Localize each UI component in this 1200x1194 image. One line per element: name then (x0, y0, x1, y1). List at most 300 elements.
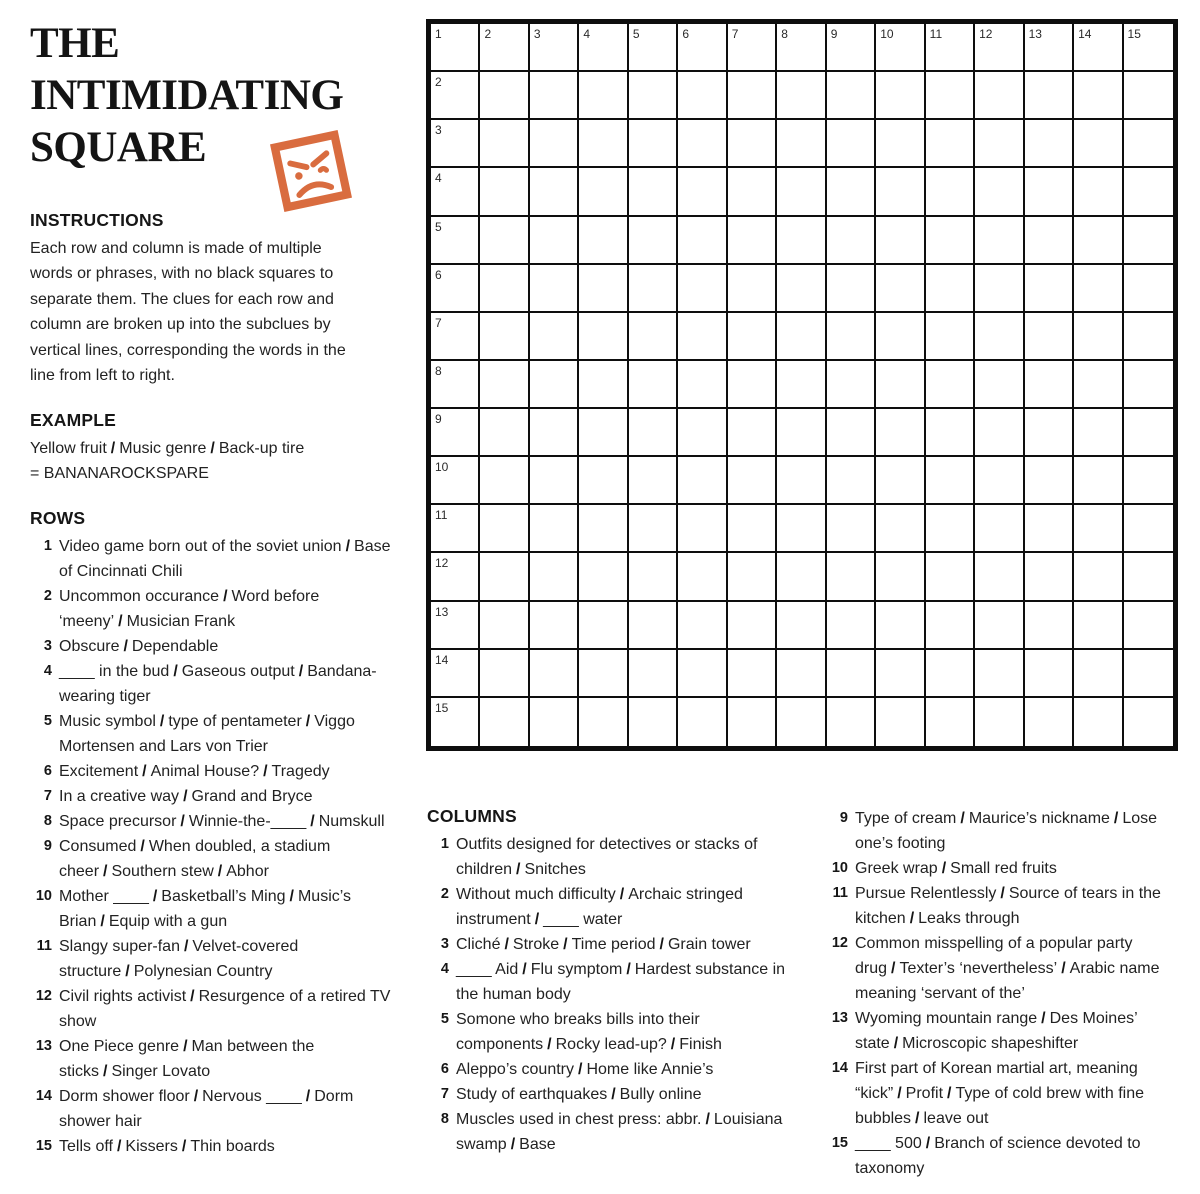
grid-cell-r4c7[interactable] (728, 168, 777, 216)
grid-cell-r12c5[interactable] (629, 553, 678, 601)
grid-cell-r6c10[interactable] (876, 265, 925, 313)
grid-cell-r9c5[interactable] (629, 409, 678, 457)
grid-cell-r12c6[interactable] (678, 553, 727, 601)
grid-cell-r9c1[interactable]: 9 (431, 409, 480, 457)
slash-separator: / (504, 936, 509, 953)
grid-cell-r9c10[interactable] (876, 409, 925, 457)
grid-cell-r5c6[interactable] (678, 217, 727, 265)
grid-cell-r8c3[interactable] (530, 361, 579, 409)
clue-text: Type of cream / Maurice’s nickname / Lose one’s footing (855, 810, 1158, 852)
grid-cell-r9c9[interactable] (827, 409, 876, 457)
grid-cell-r11c13[interactable] (1025, 505, 1074, 553)
slash-separator: / (103, 1063, 108, 1080)
grid-cell-r15c9[interactable] (827, 698, 876, 746)
grid-cell-r13c4[interactable] (579, 602, 628, 650)
grid-cell-r5c8[interactable] (777, 217, 826, 265)
grid-cell-r8c8[interactable] (777, 361, 826, 409)
grid-cell-r7c2[interactable] (480, 313, 529, 361)
grid-cell-r5c13[interactable] (1025, 217, 1074, 265)
grid-cell-r9c13[interactable] (1025, 409, 1074, 457)
clue-text: Consumed / When doubled, a stadium cheer / Southern stew / Abhor (59, 838, 331, 880)
grid-cell-r3c4[interactable] (579, 120, 628, 168)
grid-cell-r3c14[interactable] (1074, 120, 1123, 168)
clue-number: 10 (35, 888, 52, 904)
grid-cell-r1c15[interactable]: 15 (1124, 24, 1173, 72)
grid-cell-r7c7[interactable] (728, 313, 777, 361)
grid-cell-r13c3[interactable] (530, 602, 579, 650)
grid-cell-r3c7[interactable] (728, 120, 777, 168)
grid-cell-r9c2[interactable] (480, 409, 529, 457)
grid-cell-r12c14[interactable] (1074, 553, 1123, 601)
grid-cell-r2c14[interactable] (1074, 72, 1123, 120)
grid-cell-r12c15[interactable] (1124, 553, 1173, 601)
clue-text: First part of Korean martial art, meaning “kick” / Profit / Type of cold brew with fine bubbles / leave out (855, 1060, 1145, 1127)
column-clue-4 (427, 957, 799, 1007)
slash-separator: / (619, 886, 625, 903)
grid-cell-r12c8[interactable] (777, 553, 826, 601)
grid-cell-r15c4[interactable] (579, 698, 628, 746)
grid-cell-r6c2[interactable] (480, 265, 529, 313)
grid-cell-r9c3[interactable] (530, 409, 579, 457)
grid-cell-r10c8[interactable] (777, 457, 826, 505)
grid-cell-r11c5[interactable] (629, 505, 678, 553)
grid-cell-r3c1[interactable]: 3 (431, 120, 480, 168)
grid-cell-r5c14[interactable] (1074, 217, 1123, 265)
grid-cell-r3c13[interactable] (1025, 120, 1074, 168)
grid-cell-r6c13[interactable] (1025, 265, 1074, 313)
grid-cell-r5c10[interactable] (876, 217, 925, 265)
row-clue-15 (30, 1134, 408, 1159)
grid-cell-r14c6[interactable] (678, 650, 727, 698)
grid-cell-r3c9[interactable] (827, 120, 876, 168)
grid-cell-r8c15[interactable] (1124, 361, 1173, 409)
row-clue-14 (30, 1084, 408, 1134)
row-clue-12 (30, 984, 408, 1034)
grid-cell-r13c11[interactable] (926, 602, 975, 650)
clue-number: 11 (36, 938, 52, 954)
grid-cell-r7c15[interactable] (1124, 313, 1173, 361)
grid-cell-r1c12[interactable]: 12 (975, 24, 1024, 72)
column-clue-5 (427, 1007, 799, 1057)
grid-cell-r2c7[interactable] (728, 72, 777, 120)
grid-cell-r1c13[interactable]: 13 (1025, 24, 1074, 72)
grid-cell-r3c11[interactable] (926, 120, 975, 168)
slash-separator: / (125, 963, 130, 980)
grid-cell-r7c10[interactable] (876, 313, 925, 361)
grid-cell-r3c12[interactable] (975, 120, 1024, 168)
grid-cell-r12c3[interactable] (530, 553, 579, 601)
grid-cell-r10c3[interactable] (530, 457, 579, 505)
grid-cell-r14c10[interactable] (876, 650, 925, 698)
grid-cell-r5c3[interactable] (530, 217, 579, 265)
grid-cell-r14c1[interactable]: 14 (431, 650, 480, 698)
slash-separator: / (893, 1035, 899, 1052)
grid-cell-r6c14[interactable] (1074, 265, 1123, 313)
slash-separator: / (123, 638, 128, 655)
grid-cell-r12c10[interactable] (876, 553, 925, 601)
clue-number: 13 (831, 1010, 848, 1026)
grid-cell-r6c8[interactable] (777, 265, 826, 313)
grid-cell-r8c13[interactable] (1025, 361, 1074, 409)
slash-separator: / (289, 888, 294, 905)
grid-cell-r12c1[interactable]: 12 (431, 553, 480, 601)
clue-text: Dorm shower floor / Nervous ____ / Dorm shower hair (59, 1088, 354, 1130)
grid-cell-r3c8[interactable] (777, 120, 826, 168)
grid-cell-r4c8[interactable] (777, 168, 826, 216)
clue-text: One Piece genre / Man between the sticks / Singer Lovato (59, 1038, 315, 1080)
grid-cell-r15c8[interactable] (777, 698, 826, 746)
grid-cell-r15c6[interactable] (678, 698, 727, 746)
grid-cell-r4c4[interactable] (579, 168, 628, 216)
grid-cell-r5c2[interactable] (480, 217, 529, 265)
slash-separator: / (534, 911, 540, 928)
grid-cell-r3c3[interactable] (530, 120, 579, 168)
grid-cell-r3c6[interactable] (678, 120, 727, 168)
grid-cell-r7c13[interactable] (1025, 313, 1074, 361)
slash-separator: / (183, 1038, 188, 1055)
grid-cell-r6c11[interactable] (926, 265, 975, 313)
grid-cell-r13c14[interactable] (1074, 602, 1123, 650)
grid-cell-r4c2[interactable] (480, 168, 529, 216)
grid-cell-r14c7[interactable] (728, 650, 777, 698)
grid-cell-r15c2[interactable] (480, 698, 529, 746)
grid-cell-r13c12[interactable] (975, 602, 1024, 650)
grid-cell-r8c12[interactable] (975, 361, 1024, 409)
grid-cell-r10c7[interactable] (728, 457, 777, 505)
grid-cell-r12c11[interactable] (926, 553, 975, 601)
grid-cell-r5c9[interactable] (827, 217, 876, 265)
grid-cell-r5c7[interactable] (728, 217, 777, 265)
grid-cell-r11c3[interactable] (530, 505, 579, 553)
grid-cell-r12c7[interactable] (728, 553, 777, 601)
grid-cell-r10c15[interactable] (1124, 457, 1173, 505)
slash-separator: / (345, 538, 351, 555)
clue-number: 7 (43, 788, 52, 804)
clue-text: Mother ____ / Basketball’s Ming / Music’s Brian / Equip with a gun (59, 888, 352, 930)
grid-cell-r13c13[interactable] (1025, 602, 1074, 650)
grid-cell-r13c1[interactable]: 13 (431, 602, 480, 650)
grid-cell-r9c4[interactable] (579, 409, 628, 457)
slash-separator: / (183, 788, 188, 805)
grid-cell-r10c10[interactable] (876, 457, 925, 505)
clue-number: 3 (440, 936, 449, 952)
clue-number: 14 (831, 1060, 848, 1076)
grid-cell-r10c9[interactable] (827, 457, 876, 505)
grid-cell-r14c5[interactable] (629, 650, 678, 698)
row-clue-13 (30, 1034, 408, 1084)
grid-cell-r14c11[interactable] (926, 650, 975, 698)
column-clue-1 (427, 832, 799, 882)
grid-cell-r10c1[interactable]: 10 (431, 457, 480, 505)
grid-cell-r9c14[interactable] (1074, 409, 1123, 457)
slash-separator: / (140, 838, 145, 855)
grid-cell-r15c15[interactable] (1124, 698, 1173, 746)
grid-cell-r12c9[interactable] (827, 553, 876, 601)
grid-cell-r15c10[interactable] (876, 698, 925, 746)
grid-cell-r4c6[interactable] (678, 168, 727, 216)
grid-cell-r5c5[interactable] (629, 217, 678, 265)
clue-text: Without much difficulty / Archaic stringed instrument / ____ water (456, 886, 743, 928)
grid-cell-r8c10[interactable] (876, 361, 925, 409)
grid-cell-r15c12[interactable] (975, 698, 1024, 746)
grid-cell-r15c3[interactable] (530, 698, 579, 746)
clue-number: 2 (440, 886, 449, 902)
row-clue-7 (30, 784, 408, 809)
grid-cell-r6c9[interactable] (827, 265, 876, 313)
grid-cell-r15c7[interactable] (728, 698, 777, 746)
grid-cell-r6c12[interactable] (975, 265, 1024, 313)
grid-cell-r8c6[interactable] (678, 361, 727, 409)
grid-cell-r6c1[interactable]: 6 (431, 265, 480, 313)
grid-cell-r5c15[interactable] (1124, 217, 1173, 265)
grid-cell-r12c12[interactable] (975, 553, 1024, 601)
grid-cell-r15c11[interactable] (926, 698, 975, 746)
grid-cell-r7c12[interactable] (975, 313, 1024, 361)
row-clue-11 (30, 934, 408, 984)
grid-cell-r4c14[interactable] (1074, 168, 1123, 216)
grid-cell-r3c5[interactable] (629, 120, 678, 168)
grid-cell-r15c1[interactable]: 15 (431, 698, 480, 746)
grid-cell-r10c6[interactable] (678, 457, 727, 505)
grid-cell-r14c14[interactable] (1074, 650, 1123, 698)
grid-cell-r14c12[interactable] (975, 650, 1024, 698)
slash-separator: / (310, 813, 315, 830)
grid-cell-r2c12[interactable] (975, 72, 1024, 120)
grid-cell-r8c11[interactable] (926, 361, 975, 409)
grid-cell-r10c11[interactable] (926, 457, 975, 505)
grid-cell-r1c14[interactable]: 14 (1074, 24, 1123, 72)
grid-cell-r11c4[interactable] (579, 505, 628, 553)
grid-cell-r2c15[interactable] (1124, 72, 1173, 120)
clue-text: ____ Aid / Flu symptom / Hardest substance in the human body (456, 961, 786, 1003)
grid-cell-r10c4[interactable] (579, 457, 628, 505)
grid-cell-r11c2[interactable] (480, 505, 529, 553)
grid-cell-r5c1[interactable]: 5 (431, 217, 480, 265)
grid-cell-r12c2[interactable] (480, 553, 529, 601)
grid-cell-r7c1[interactable]: 7 (431, 313, 480, 361)
grid-cell-r6c4[interactable] (579, 265, 628, 313)
puzzle-grid (426, 19, 1178, 751)
grid-cell-r1c7[interactable]: 7 (728, 24, 777, 72)
grid-cell-r10c14[interactable] (1074, 457, 1123, 505)
grid-cell-r11c6[interactable] (678, 505, 727, 553)
grid-cell-r2c9[interactable] (827, 72, 876, 120)
grid-cell-r13c6[interactable] (678, 602, 727, 650)
instructions-heading: INSTRUCTIONS (30, 210, 164, 230)
grid-cell-r1c9[interactable]: 9 (827, 24, 876, 72)
grid-cell-r1c5[interactable]: 5 (629, 24, 678, 72)
clue-text: Pursue Relentlessly / Source of tears in the kitchen / Leaks through (855, 885, 1161, 927)
grid-cell-r7c11[interactable] (926, 313, 975, 361)
grid-cell-r11c9[interactable] (827, 505, 876, 553)
grid-cell-r7c9[interactable] (827, 313, 876, 361)
instructions-text: Each row and column is made of multiple words or phrases, with no black squares to separate them. The clues for each row and column are broken up into the subclues by vertical lines, corresponding the words in the line from left to right. (30, 240, 346, 385)
grid-cell-r11c7[interactable] (728, 505, 777, 553)
grid-cell-r8c5[interactable] (629, 361, 678, 409)
clue-text: Space precursor / Winnie-the-____ / Numskull (59, 813, 385, 830)
rows-heading: ROWS (30, 508, 86, 528)
row-clue-8 (30, 809, 408, 834)
grid-cell-r9c11[interactable] (926, 409, 975, 457)
slash-separator: / (659, 936, 664, 953)
grid-cell-r8c4[interactable] (579, 361, 628, 409)
grid-cell-r4c9[interactable] (827, 168, 876, 216)
slash-separator: / (960, 810, 965, 827)
rows-clue-list (30, 534, 408, 1159)
grid-cell-r15c5[interactable] (629, 698, 678, 746)
columns-clue-list-left (427, 832, 799, 1157)
grid-cell-r1c6[interactable]: 6 (678, 24, 727, 72)
grid-cell-r2c11[interactable] (926, 72, 975, 120)
grid-cell-r9c7[interactable] (728, 409, 777, 457)
grid-cell-r10c13[interactable] (1025, 457, 1074, 505)
grid-cell-r11c10[interactable] (876, 505, 925, 553)
grid-cell-r6c15[interactable] (1124, 265, 1173, 313)
grid-cell-r2c3[interactable] (530, 72, 579, 120)
grid-cell-r7c3[interactable] (530, 313, 579, 361)
clue-number: 3 (43, 638, 52, 654)
column-clue-12 (826, 931, 1198, 1006)
slash-separator: / (670, 1036, 676, 1053)
grid-cell-r2c6[interactable] (678, 72, 727, 120)
clue-number: 15 (831, 1135, 848, 1151)
grid-cell-r7c5[interactable] (629, 313, 678, 361)
grid-cell-r11c1[interactable]: 11 (431, 505, 480, 553)
clue-text: Slangy super-fan / Velvet-covered structure / Polynesian Country (59, 938, 299, 980)
grid-cell-r2c8[interactable] (777, 72, 826, 120)
grid-cell-r4c15[interactable] (1124, 168, 1173, 216)
grid-cell-r2c4[interactable] (579, 72, 628, 120)
grid-cell-r7c4[interactable] (579, 313, 628, 361)
grid-cell-r3c10[interactable] (876, 120, 925, 168)
grid-cell-r13c5[interactable] (629, 602, 678, 650)
grid-cell-r8c14[interactable] (1074, 361, 1123, 409)
clue-number: 11 (832, 885, 848, 901)
slash-separator: / (626, 961, 631, 978)
grid-cell-r13c7[interactable] (728, 602, 777, 650)
grid-cell-r10c5[interactable] (629, 457, 678, 505)
grid-cell-r8c2[interactable] (480, 361, 529, 409)
grid-cell-r6c7[interactable] (728, 265, 777, 313)
grid-cell-r14c8[interactable] (777, 650, 826, 698)
grid-cell-r13c9[interactable] (827, 602, 876, 650)
grid-cell-r2c10[interactable] (876, 72, 925, 120)
clue-text: ____ in the bud / Gaseous output / Bandana-wearing tiger (59, 663, 377, 705)
grid-cell-r5c4[interactable] (579, 217, 628, 265)
grid-cell-r11c8[interactable] (777, 505, 826, 553)
slash-separator: / (891, 960, 896, 977)
grid-cell-r14c13[interactable] (1025, 650, 1074, 698)
grid-cell-r15c13[interactable] (1025, 698, 1074, 746)
clue-text: Wyoming mountain range / Des Moines’ state / Microscopic shapeshifter (855, 1010, 1138, 1052)
angry-square-icon (270, 130, 352, 212)
grid-cell-r14c2[interactable] (480, 650, 529, 698)
grid-cell-r9c12[interactable] (975, 409, 1024, 457)
slash-separator: / (116, 1138, 122, 1155)
clue-number: 4 (440, 961, 449, 977)
grid-cell-r14c3[interactable] (530, 650, 579, 698)
grid-cell-r1c3[interactable]: 3 (530, 24, 579, 72)
grid-cell-r3c2[interactable] (480, 120, 529, 168)
grid-cell-r11c11[interactable] (926, 505, 975, 553)
grid-cell-r11c14[interactable] (1074, 505, 1123, 553)
grid-cell-r9c15[interactable] (1124, 409, 1173, 457)
grid-cell-r14c15[interactable] (1124, 650, 1173, 698)
clue-text: Video game born out of the soviet union / Base of Cincinnati Chili (59, 538, 391, 580)
slash-separator: / (516, 861, 521, 878)
grid-cell-r1c4[interactable]: 4 (579, 24, 628, 72)
clue-text: Music symbol / type of pentameter / Viggo Mortensen and Lars von Trier (59, 713, 355, 755)
grid-cell-r7c8[interactable] (777, 313, 826, 361)
grid-cell-r4c10[interactable] (876, 168, 925, 216)
grid-cell-r2c5[interactable] (629, 72, 678, 120)
grid-cell-r4c12[interactable] (975, 168, 1024, 216)
clue-text: Outfits designed for detectives or stacks of children / Snitches (456, 836, 758, 878)
grid-cell-r1c8[interactable]: 8 (777, 24, 826, 72)
grid-cell-r4c13[interactable] (1025, 168, 1074, 216)
grid-cell-r9c6[interactable] (678, 409, 727, 457)
column-clue-11 (826, 881, 1198, 931)
grid-cell-r1c2[interactable]: 2 (480, 24, 529, 72)
grid-cell-r1c10[interactable]: 10 (876, 24, 925, 72)
column-clue-3 (427, 932, 799, 957)
grid-cell-r2c13[interactable] (1025, 72, 1074, 120)
grid-cell-r13c8[interactable] (777, 602, 826, 650)
grid-cell-r10c2[interactable] (480, 457, 529, 505)
slash-separator: / (183, 938, 189, 955)
grid-cell-r3c15[interactable] (1124, 120, 1173, 168)
grid-cell-r4c3[interactable] (530, 168, 579, 216)
grid-cell-r13c10[interactable] (876, 602, 925, 650)
grid-cell-r6c3[interactable] (530, 265, 579, 313)
grid-cell-r7c14[interactable] (1074, 313, 1123, 361)
grid-cell-r11c15[interactable] (1124, 505, 1173, 553)
grid-cell-r13c2[interactable] (480, 602, 529, 650)
slash-separator: / (1113, 810, 1119, 827)
grid-cell-r8c7[interactable] (728, 361, 777, 409)
grid-cell-r1c1[interactable]: 1 (431, 24, 480, 72)
grid-cell-r9c8[interactable] (777, 409, 826, 457)
slash-separator: / (173, 663, 178, 680)
slash-separator: / (1000, 885, 1005, 902)
grid-cell-r1c11[interactable]: 11 (926, 24, 975, 72)
grid-cell-r5c11[interactable] (926, 217, 975, 265)
grid-cell-r4c11[interactable] (926, 168, 975, 216)
grid-cell-r8c1[interactable]: 8 (431, 361, 480, 409)
grid-cell-r6c6[interactable] (678, 265, 727, 313)
grid-cell-r2c1[interactable]: 2 (431, 72, 480, 120)
grid-cell-r7c6[interactable] (678, 313, 727, 361)
grid-cell-r4c1[interactable]: 4 (431, 168, 480, 216)
grid-cell-r2c2[interactable] (480, 72, 529, 120)
grid-cell-r12c4[interactable] (579, 553, 628, 601)
column-clue-7 (427, 1082, 799, 1107)
grid-cell-r6c5[interactable] (629, 265, 678, 313)
clue-text: Cliché / Stroke / Time period / Grain tower (456, 936, 751, 953)
grid-cell-r14c9[interactable] (827, 650, 876, 698)
clue-number: 12 (831, 935, 848, 951)
grid-cell-r5c12[interactable] (975, 217, 1024, 265)
clue-number: 14 (35, 1088, 52, 1104)
grid-cell-r11c12[interactable] (975, 505, 1024, 553)
grid-cell-r4c5[interactable] (629, 168, 678, 216)
grid-cell-r14c4[interactable] (579, 650, 628, 698)
grid-cell-r13c15[interactable] (1124, 602, 1173, 650)
grid-cell-r15c14[interactable] (1074, 698, 1123, 746)
grid-cell-r10c12[interactable] (975, 457, 1024, 505)
grid-cell-r8c9[interactable] (827, 361, 876, 409)
grid-cell-r12c13[interactable] (1025, 553, 1074, 601)
